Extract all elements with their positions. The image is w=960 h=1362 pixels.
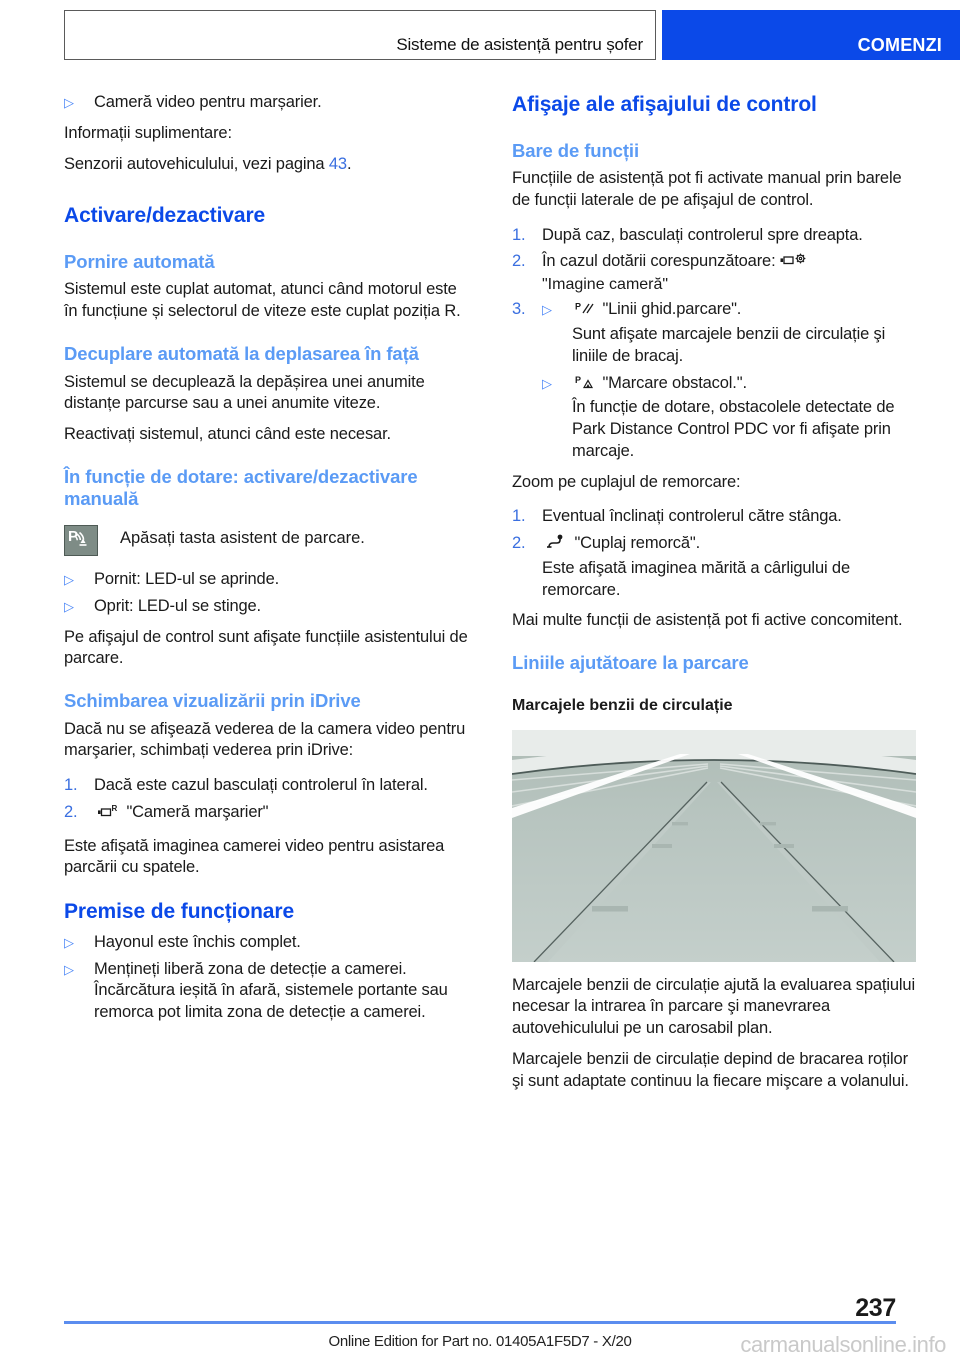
nested-list-item xyxy=(542,299,916,324)
ordered-list-item xyxy=(512,533,916,558)
heading-marcajele-benzii: Marcajele benzii de circulație xyxy=(512,696,733,714)
reverse-camera-icon xyxy=(97,804,119,827)
heading-afisaje-control: Afişaje ale afişajului de control xyxy=(512,93,817,116)
watermark-text: carmanualsonline.info xyxy=(740,1332,946,1357)
list-item xyxy=(64,92,468,114)
chapter-tab xyxy=(64,10,656,60)
step-number: 2. xyxy=(64,802,78,821)
triangle-bullet-icon: ▷ xyxy=(542,375,552,391)
svg-text:P: P xyxy=(575,301,581,312)
park-assistant-key-label: Apăsați tasta asistent de parcare. xyxy=(120,528,365,547)
heading-bare-de-functii: Bare de funcții xyxy=(512,139,639,161)
bullet-label: Mențineți liberă zona de detecție a camerei. Încărcătura ieșită în afară, sistemele portante sau remorca pot limita zona de detecție a camerei. xyxy=(94,959,448,1022)
bullet-label: Hayonul este închis complet. xyxy=(94,932,301,951)
step-3-nested-2-wrap xyxy=(512,373,916,398)
footer-divider xyxy=(64,1321,896,1324)
paragraph-bare-de-functii: Funcțiile de asistență pot fi activate manual prin barele de funcții laterale de pe afişajul de control. xyxy=(512,169,902,209)
zoom-2-body-wrap xyxy=(512,558,916,602)
heading-activare-manuala: În funcție de dotare: activare/dezactivare manuală xyxy=(64,465,418,510)
page-footer xyxy=(0,1294,960,1362)
nested-label: "Marcare obstacol.". xyxy=(602,373,747,392)
step-3-body-1-wrap xyxy=(512,324,916,368)
see-also-line xyxy=(64,154,468,176)
page-header xyxy=(0,10,960,60)
triangle-bullet-icon: ▷ xyxy=(64,95,74,110)
page-number: 237 xyxy=(855,1294,896,1322)
step-3-body-2-wrap xyxy=(512,397,916,462)
step-number: 1. xyxy=(512,507,526,526)
triangle-bullet-icon: ▷ xyxy=(64,934,74,950)
step-2-label: În cazul dotării corespunzătoare: xyxy=(542,252,776,271)
ordered-list-item xyxy=(512,225,916,247)
heading-decuplare-automata: Decuplare automată la deplasarea în față xyxy=(64,343,419,364)
see-also-suffix: . xyxy=(346,154,352,173)
lane-marking-guide-lines-illustration xyxy=(512,730,916,962)
step-number: 2. xyxy=(512,534,526,553)
edition-note: Online Edition for Part no. 01405A1F5D7 - X/20 xyxy=(328,1333,632,1350)
left-column xyxy=(64,92,468,1024)
nested-item-with-icon xyxy=(572,373,747,398)
step-text: Dacă este cazul basculați controlerul în lateral. xyxy=(94,776,428,795)
nested-item-with-icon xyxy=(572,299,741,324)
heading-pornire-automata: Pornire automată xyxy=(64,250,215,272)
paragraph-decuplare-1: Sistemul se decuplează la depășirea unei anumite distanțe parcurse sau a unei anumite viteze. xyxy=(64,372,425,413)
chapter-title: Sisteme de asistență pentru șofer xyxy=(396,35,643,54)
nested-label: "Linii ghid.parcare". xyxy=(602,300,742,319)
ordered-list-item xyxy=(512,299,916,324)
paragraph-pornire-automata: Sistemul este cuplat automat, atunci când motorul este în funcțiune și selectorul de viteze este cuplat poziția R. xyxy=(64,280,461,321)
triangle-bullet-icon: ▷ xyxy=(64,598,74,614)
bullet-label: Cameră video pentru marșarier. xyxy=(94,93,322,111)
step-text: După caz, basculați controlerul spre dreapta. xyxy=(542,225,863,244)
step-number: 1. xyxy=(512,225,526,244)
paragraph-mai-multe-functii: Mai multe funcții de asistență pot fi active concomitent. xyxy=(512,611,903,630)
paragraph-decuplare-2: Reactivați sistemul, atunci când este necesar. xyxy=(64,425,391,444)
step-number: 1. xyxy=(64,776,78,795)
list-item xyxy=(64,596,468,618)
paragraph-afisaj-control: Pe afişajul de control sunt afişate funcțiile asistentului de parcare. xyxy=(64,627,468,668)
camera-settings-icon xyxy=(779,252,809,276)
step-text-with-icon xyxy=(542,251,916,276)
park-assistant-key-row xyxy=(64,525,468,556)
heading-liniile-ajutatoare: Liniile ajutătoare la parcare xyxy=(512,652,749,674)
section-label: COMENZI xyxy=(857,35,942,55)
paragraph-este-afisata: Este afişată imaginea camerei video pentru asistarea parcării cu spatele. xyxy=(64,836,445,877)
parking-guide-lines-icon xyxy=(575,301,595,324)
nested-list-item xyxy=(542,373,916,398)
list-item xyxy=(64,932,468,954)
right-column xyxy=(512,92,916,1092)
paragraph-marcajele-2: Marcajele benzii de circulație depind de bracarea roților şi sunt adaptate continuu la fiecare mişcare a volanului. xyxy=(512,1049,909,1090)
step-number: 3. xyxy=(512,300,526,319)
zoom-2-body: Este afişată imaginea mărită a cârligului de remorcare. xyxy=(542,558,850,599)
step-3-body-1: Sunt afişate marcajele benzii de circulație şi liniile de bracaj. xyxy=(572,325,886,365)
section-banner xyxy=(662,10,960,60)
heading-premise-functionare: Premise de funcționare xyxy=(64,900,295,924)
step-number: 2. xyxy=(512,252,526,271)
step-text-with-icon xyxy=(542,533,916,558)
paragraph-zoom-cuplaj: Zoom pe cuplajul de remorcare: xyxy=(512,472,741,491)
svg-text:P: P xyxy=(575,374,581,385)
see-also-prefix: Senzorii autovehiculului, vezi pagina xyxy=(64,154,329,173)
heading-activare-dezactivare: Activare/dezactivare xyxy=(64,204,266,228)
step-2-quote-line xyxy=(512,276,916,294)
step-text-with-icon xyxy=(94,802,468,827)
step-text: Eventual înclinați controlerul către stânga. xyxy=(542,507,842,526)
paragraph-marcajele-1: Marcajele benzii de circulație ajută la evaluarea spațiului necesar la intrarea în parcare şi manevrarea autovehiculului pe un carosabil plan. xyxy=(512,975,915,1038)
heading-schimbarea-vizualizarii: Schimbarea vizualizării prin iDrive xyxy=(64,690,361,712)
svg-text:R: R xyxy=(111,804,118,814)
step-3-body-2: În funcție de dotare, obstacolele detectate de Park Distance Control PDC vor fi afişate prin marcaje. xyxy=(572,398,895,460)
list-item xyxy=(64,959,468,1024)
zoom-2-label: "Cuplaj remorcă". xyxy=(574,534,701,553)
ordered-list-item xyxy=(512,506,916,528)
trailer-coupling-icon xyxy=(545,534,567,558)
triangle-bullet-icon: ▷ xyxy=(64,571,74,587)
intro-note: Informații suplimentare: xyxy=(64,123,232,142)
page-reference-link[interactable]: 43 xyxy=(328,154,347,173)
list-item xyxy=(64,569,468,591)
step-2-quote: "Imagine cameră" xyxy=(542,276,669,294)
park-assistant-key-icon xyxy=(64,525,98,556)
step-2-label: "Cameră marşarier" xyxy=(126,802,269,821)
triangle-bullet-icon: ▷ xyxy=(64,961,74,977)
ordered-list-item xyxy=(64,802,468,827)
ordered-list-item xyxy=(512,251,916,276)
park-assistant-p-letter: P xyxy=(68,527,79,545)
bullet-label: Oprit: LED-ul se stinge. xyxy=(94,596,261,615)
bullet-label: Pornit: LED-ul se aprinde. xyxy=(94,569,280,588)
triangle-bullet-icon: ▷ xyxy=(542,302,552,318)
ordered-list-item xyxy=(64,775,468,797)
obstacle-marking-icon xyxy=(575,375,595,398)
paragraph-schimbarea: Dacă nu se afişează vederea de la camera video pentru marşarier, schimbați vederea prin iDrive: xyxy=(64,719,466,760)
